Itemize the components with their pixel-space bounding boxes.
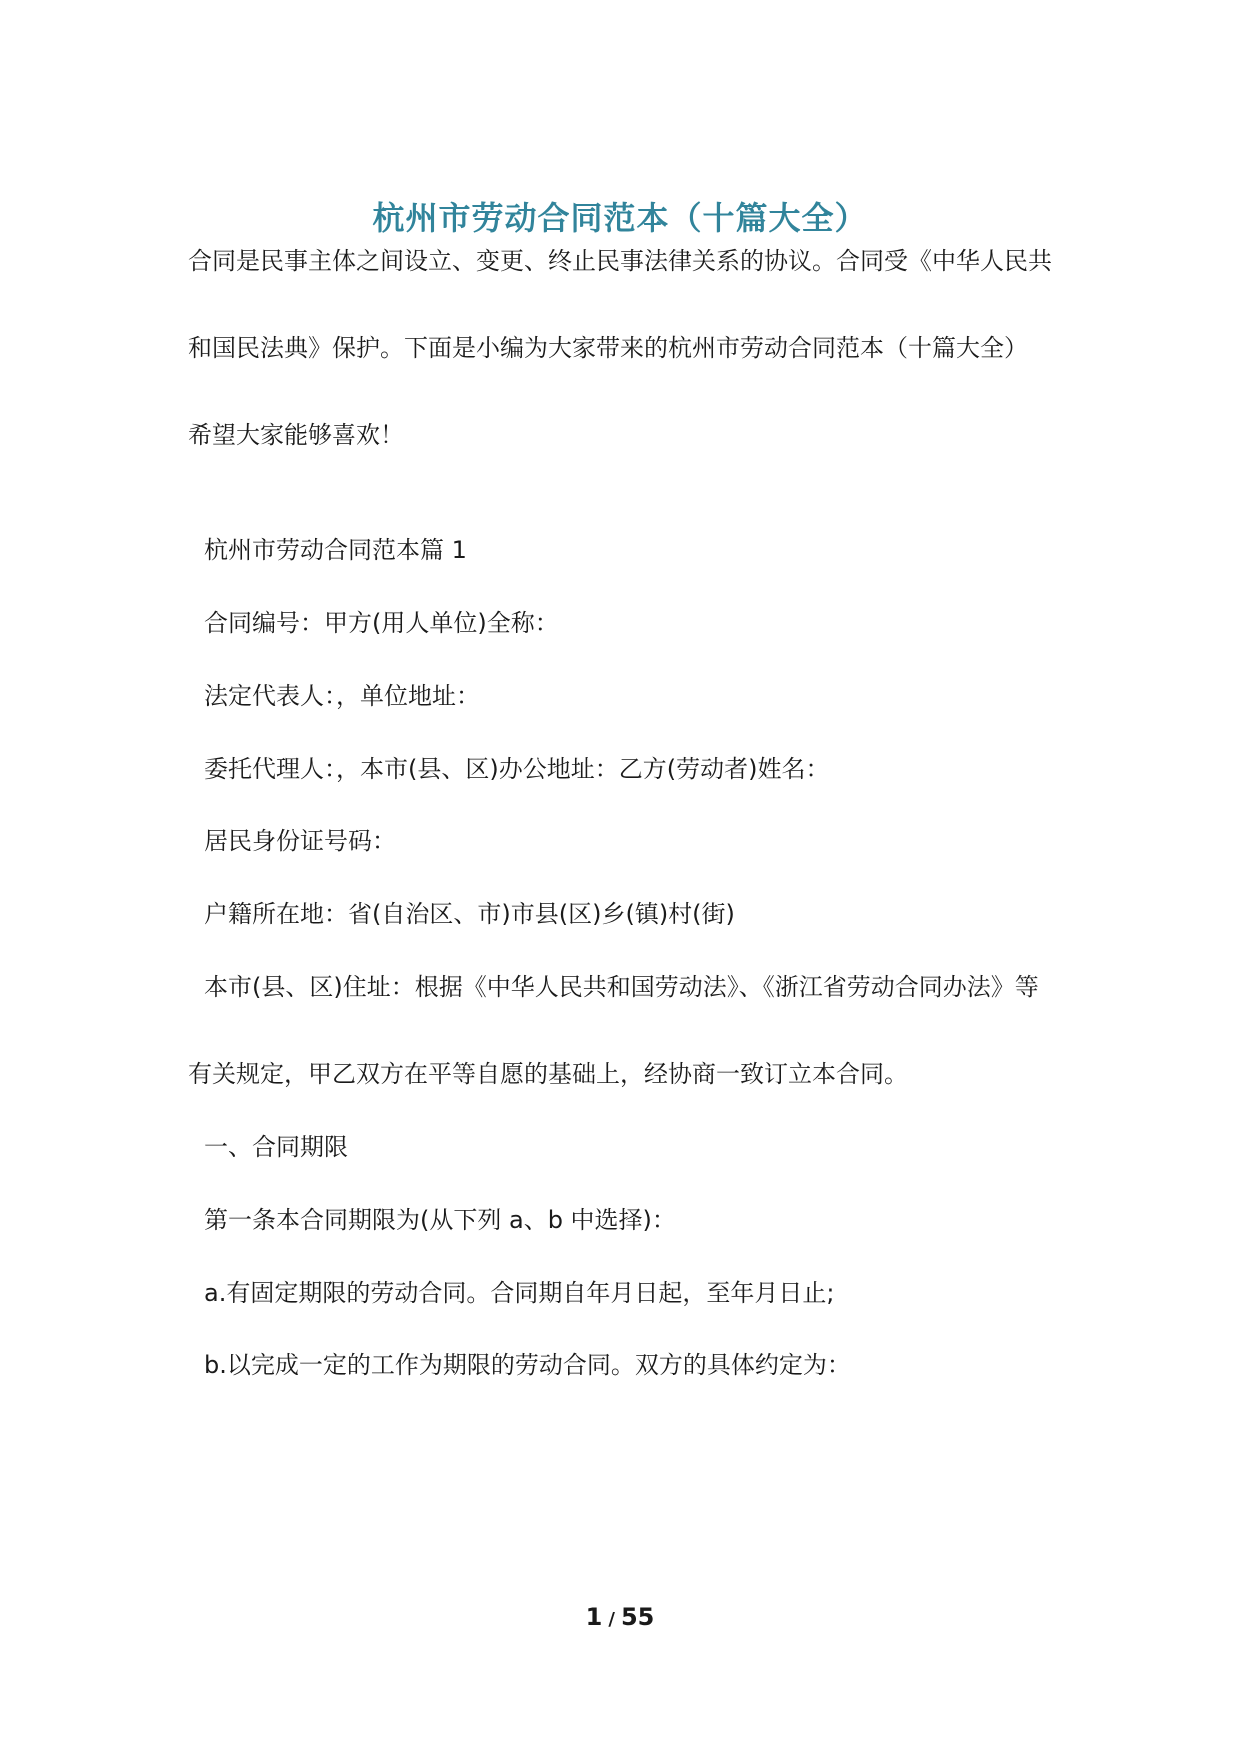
body-line-legal-representative: 法定代表人：，单位地址： bbox=[204, 682, 480, 710]
intro-line-2: 和国民法典》保护。下面是小编为大家带来的杭州市劳动合同范本（十篇大全） bbox=[188, 334, 1028, 362]
body-line-contract-number: 合同编号：甲方(用人单位)全称： bbox=[204, 609, 559, 637]
current-page-number: 1 bbox=[585, 1603, 603, 1631]
intro-line-3: 希望大家能够喜欢！ bbox=[188, 421, 404, 449]
intro-line-1: 合同是民事主体之间设立、变更、终止民事法律关系的协议。合同受《中华人民共 bbox=[188, 247, 1052, 275]
clause-line-3: b.以完成一定的工作为期限的劳动合同。双方的具体约定为： bbox=[204, 1351, 851, 1379]
clause-heading: 一、合同期限 bbox=[204, 1133, 348, 1161]
document-title: 杭州市劳动合同范本（十篇大全） bbox=[372, 199, 868, 237]
clause-line-2: a.有固定期限的劳动合同。合同期自年月日起，至年月日止; bbox=[204, 1279, 835, 1307]
body-line-authorized-agent: 委托代理人：，本市(县、区)办公地址：乙方(劳动者)姓名： bbox=[204, 755, 830, 783]
body-line-id-number: 居民身份证号码： bbox=[204, 827, 396, 855]
body-line-local-address: 本市(县、区)住址：根据《中华人民共和国劳动法》、《浙江省劳动合同办法》等 bbox=[204, 973, 1039, 1001]
clause-line-1: 第一条本合同期限为(从下列 a、b 中选择)： bbox=[204, 1206, 676, 1234]
section-heading: 杭州市劳动合同范本篇 1 bbox=[204, 536, 467, 564]
page-separator: / bbox=[608, 1609, 615, 1630]
body-line-household-registration: 户籍所在地：省(自治区、市)市县(区)乡(镇)村(街) bbox=[204, 900, 735, 928]
page-number bbox=[0, 1600, 1240, 1637]
body-line-continuation: 有关规定，甲乙双方在平等自愿的基础上，经协商一致订立本合同。 bbox=[188, 1060, 908, 1088]
total-pages-number: 55 bbox=[620, 1603, 655, 1631]
